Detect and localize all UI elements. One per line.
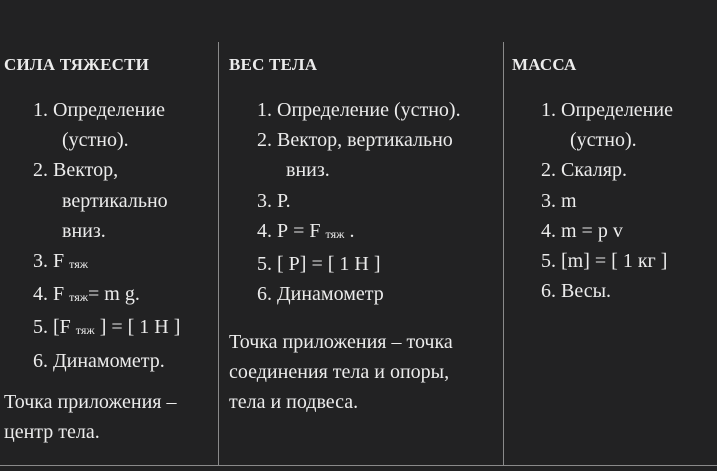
column-heading: ВЕС ТЕЛА: [229, 55, 318, 74]
list-item: [257, 216, 461, 249]
numbered-list: [257, 95, 461, 309]
item-text: m = p v: [561, 219, 623, 242]
list-item: [541, 95, 673, 155]
item-text: Определение: [53, 99, 165, 121]
list-item: [541, 186, 673, 216]
column-heading: СИЛА ТЯЖЕСТИ: [4, 55, 150, 74]
item-text-tail: ] = [ 1 Н ]: [99, 316, 181, 339]
list-item: [257, 186, 461, 216]
note-line: тела и подвеса.: [229, 391, 359, 413]
list-item: [257, 125, 461, 185]
list-item: [33, 95, 180, 155]
item-number: 2.: [33, 159, 48, 182]
item-text-tail: .: [349, 219, 355, 242]
note-line: соединения тела и опоры,: [229, 361, 450, 383]
item-text: Р.: [277, 189, 291, 212]
item-text: Р = F: [277, 219, 321, 242]
item-number: 5.: [257, 253, 272, 276]
list-item: [257, 279, 461, 309]
column-mass: [504, 0, 717, 466]
item-number: 6.: [33, 349, 48, 372]
numbered-list: [541, 95, 673, 306]
subscript: тяж: [75, 323, 95, 338]
item-text: Скаляр.: [561, 159, 627, 182]
item-text-continued: вниз.: [62, 219, 106, 242]
subscript: тяж: [325, 226, 345, 241]
item-text: [F: [53, 316, 71, 339]
item-text: Динамометр: [277, 283, 384, 306]
item-number: 4.: [33, 283, 48, 306]
item-number: 3.: [541, 189, 556, 212]
note-line: Точка приложения –: [4, 391, 177, 413]
item-text: Динамометр.: [53, 349, 165, 372]
item-text: Весы.: [561, 280, 612, 303]
list-item: [33, 155, 180, 246]
numbered-list: [33, 95, 180, 376]
item-number: 4.: [257, 219, 272, 242]
list-item: [33, 312, 180, 345]
item-number: 3.: [257, 189, 272, 212]
list-item: [257, 249, 461, 279]
item-text: Определение: [561, 99, 673, 121]
item-number: 2.: [541, 159, 556, 182]
item-number: 5.: [541, 250, 556, 273]
item-number: 4.: [541, 219, 556, 242]
column-gravity-force: [0, 0, 218, 466]
item-text: Вектор,: [53, 159, 119, 182]
item-number: 1.: [33, 99, 48, 121]
item-number: 6.: [541, 280, 556, 303]
application-point-note: [4, 387, 214, 447]
item-text: Определение (устно).: [277, 99, 461, 121]
list-item: [33, 246, 180, 279]
item-number: 2.: [257, 129, 272, 152]
item-number: 1.: [541, 99, 556, 121]
list-item: [33, 346, 180, 376]
application-point-note: [229, 327, 499, 417]
item-text-continued: (устно).: [62, 129, 129, 152]
list-item: [541, 246, 673, 276]
item-text: F: [53, 283, 65, 306]
list-item: [541, 155, 673, 185]
item-text-tail: = m g.: [88, 283, 140, 306]
list-item: [541, 216, 673, 246]
item-number: 5.: [33, 316, 48, 339]
item-text: Вектор, вертикально: [277, 129, 453, 152]
subscript: тяж: [69, 290, 89, 305]
item-number: 1.: [257, 99, 272, 121]
item-text: [m] = [ 1 кг ]: [561, 250, 668, 273]
item-text-continued: (устно).: [570, 129, 637, 152]
item-number: 6.: [257, 283, 272, 306]
item-text: m: [561, 189, 577, 212]
list-item: [541, 276, 673, 306]
list-item: [33, 279, 180, 312]
column-heading: МАССА: [512, 55, 577, 74]
item-text: F: [53, 250, 65, 273]
item-text: [ Р] = [ 1 Н ]: [277, 253, 381, 276]
note-line: Точка приложения – точка: [229, 331, 453, 353]
item-number: 3.: [33, 250, 48, 273]
item-text-continued: вниз.: [286, 159, 330, 182]
column-body-weight: [219, 0, 503, 466]
note-line: центр тела.: [4, 421, 100, 443]
item-text-continued: вертикально: [62, 189, 168, 212]
list-item: [257, 95, 461, 125]
subscript: тяж: [69, 257, 89, 272]
